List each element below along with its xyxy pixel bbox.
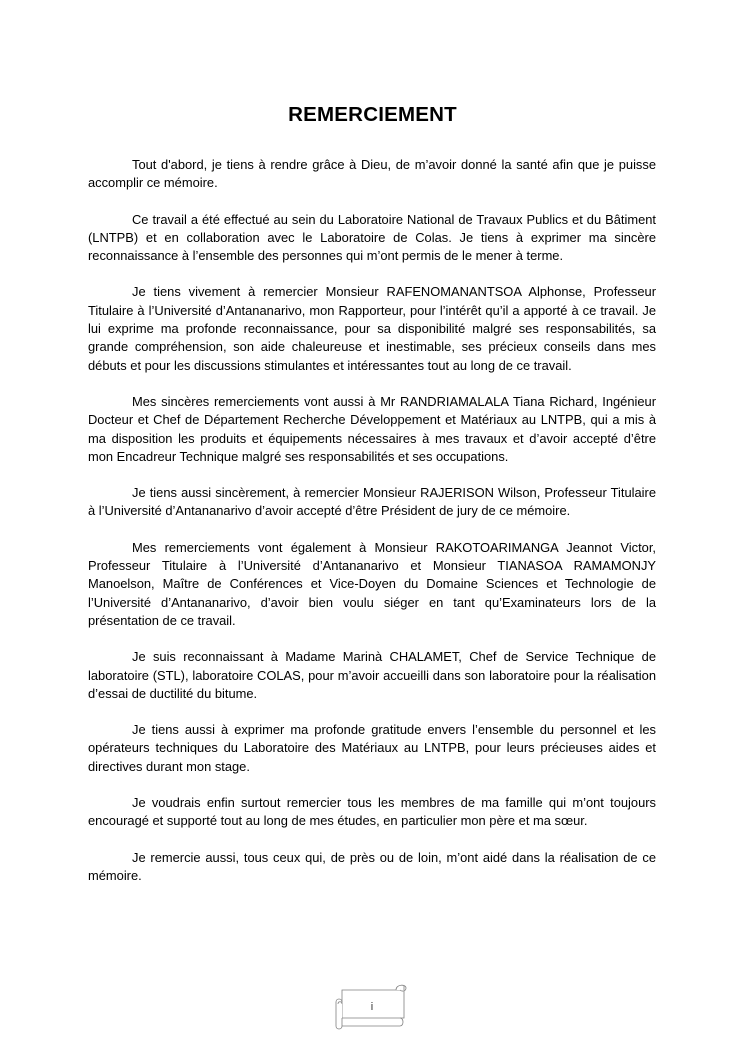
paragraph-6: Mes remerciements vont également à Monsieur RAKOTOARIMANGA Jeannot Victor, Professeur Titulaire à l’Université d’Antananarivo et Monsieur TIANASOA RAMAMONJY Manoelson, Maître de Conférences et Vice-Doyen du Domaine Sciences et Technologie de l’Université d’Antananarivo, d’avoir bien voulu siéger en tant qu’Examinateurs lors de la présentation de ce travail. xyxy=(88,539,656,628)
page-title: REMERCIEMENT xyxy=(288,103,457,126)
page-number-scroll xyxy=(334,980,410,1032)
paragraph-1: Tout d'abord, je tiens à rendre grâce à Dieu, de m’avoir donné la santé afin que je puisse accomplir ce mémoire. xyxy=(88,157,656,191)
paragraph-3: Je tiens vivement à remercier Monsieur RAFENOMANANTSOA Alphonse, Professeur Titulaire à l’Université d’Antananarivo, mon Rapporteur, pour l’intérêt qu’il a apporté à ce travail. Je lui exprime ma profonde reconnaissance, pour sa disponibilité malgré ses responsabilités, sa grande compréhension, son aide chaleureuse et inestimable, ses précieux conseils dans mes débuts et pour les discussions stimulantes et intéressantes tout au long de ce travail. xyxy=(88,284,656,373)
paragraph-8: Je tiens aussi à exprimer ma profonde gratitude envers l’ensemble du personnel et les opérateurs techniques du Laboratoire des Matériaux au LNTPB, pour leurs précieuses aides et directives durant mon stage. xyxy=(88,722,656,774)
paragraph-7: Je suis reconnaissant à Madame Marinà CHALAMET, Chef de Service Technique de laboratoire (STL), laboratoire COLAS, pour m’avoir accueilli dans son laboratoire pour la réalisation d’essai de ductilité du bitume. xyxy=(88,649,656,701)
paragraph-2: Ce travail a été effectué au sein du Laboratoire National de Travaux Publics et du Bâtiment (LNTPB) et en collaboration avec le Laboratoire de Colas. Je tiens à exprimer ma sincère reconnaissance à l’ensemble des personnes qui m’ont permis de le mener à terme. xyxy=(88,211,656,264)
paragraph-10: Je remercie aussi, tous ceux qui, de près ou de loin, m’ont aidé dans la réalisation de ce mémoire. xyxy=(88,849,656,883)
paragraph-5: Je tiens aussi sincèrement, à remercier Monsieur RAJERISON Wilson, Professeur Titulaire à l’Université d’Antananarivo d’avoir accepté d’être Président de jury de ce mémoire. xyxy=(88,485,656,519)
page-number: i xyxy=(370,1001,374,1013)
acknowledgement-body xyxy=(88,156,656,903)
paragraph-9: Je voudrais enfin surtout remercier tous les membres de ma famille qui m’ont toujours encouragé et supporté tout au long de mes études, en particulier mon père et ma sœur. xyxy=(88,795,656,829)
paragraph-4: Mes sincères remerciements vont aussi à Mr RANDRIAMALALA Tiana Richard, Ingénieur Docteur et Chef de Département Recherche Développement et Matériaux au LNTPB, qui a mis à ma disposition les produits et équipements nécessaires à mes travaux et d’avoir accepté d’être mon Encadreur Technique malgré ses responsabilités et ses occupations. xyxy=(88,393,656,464)
